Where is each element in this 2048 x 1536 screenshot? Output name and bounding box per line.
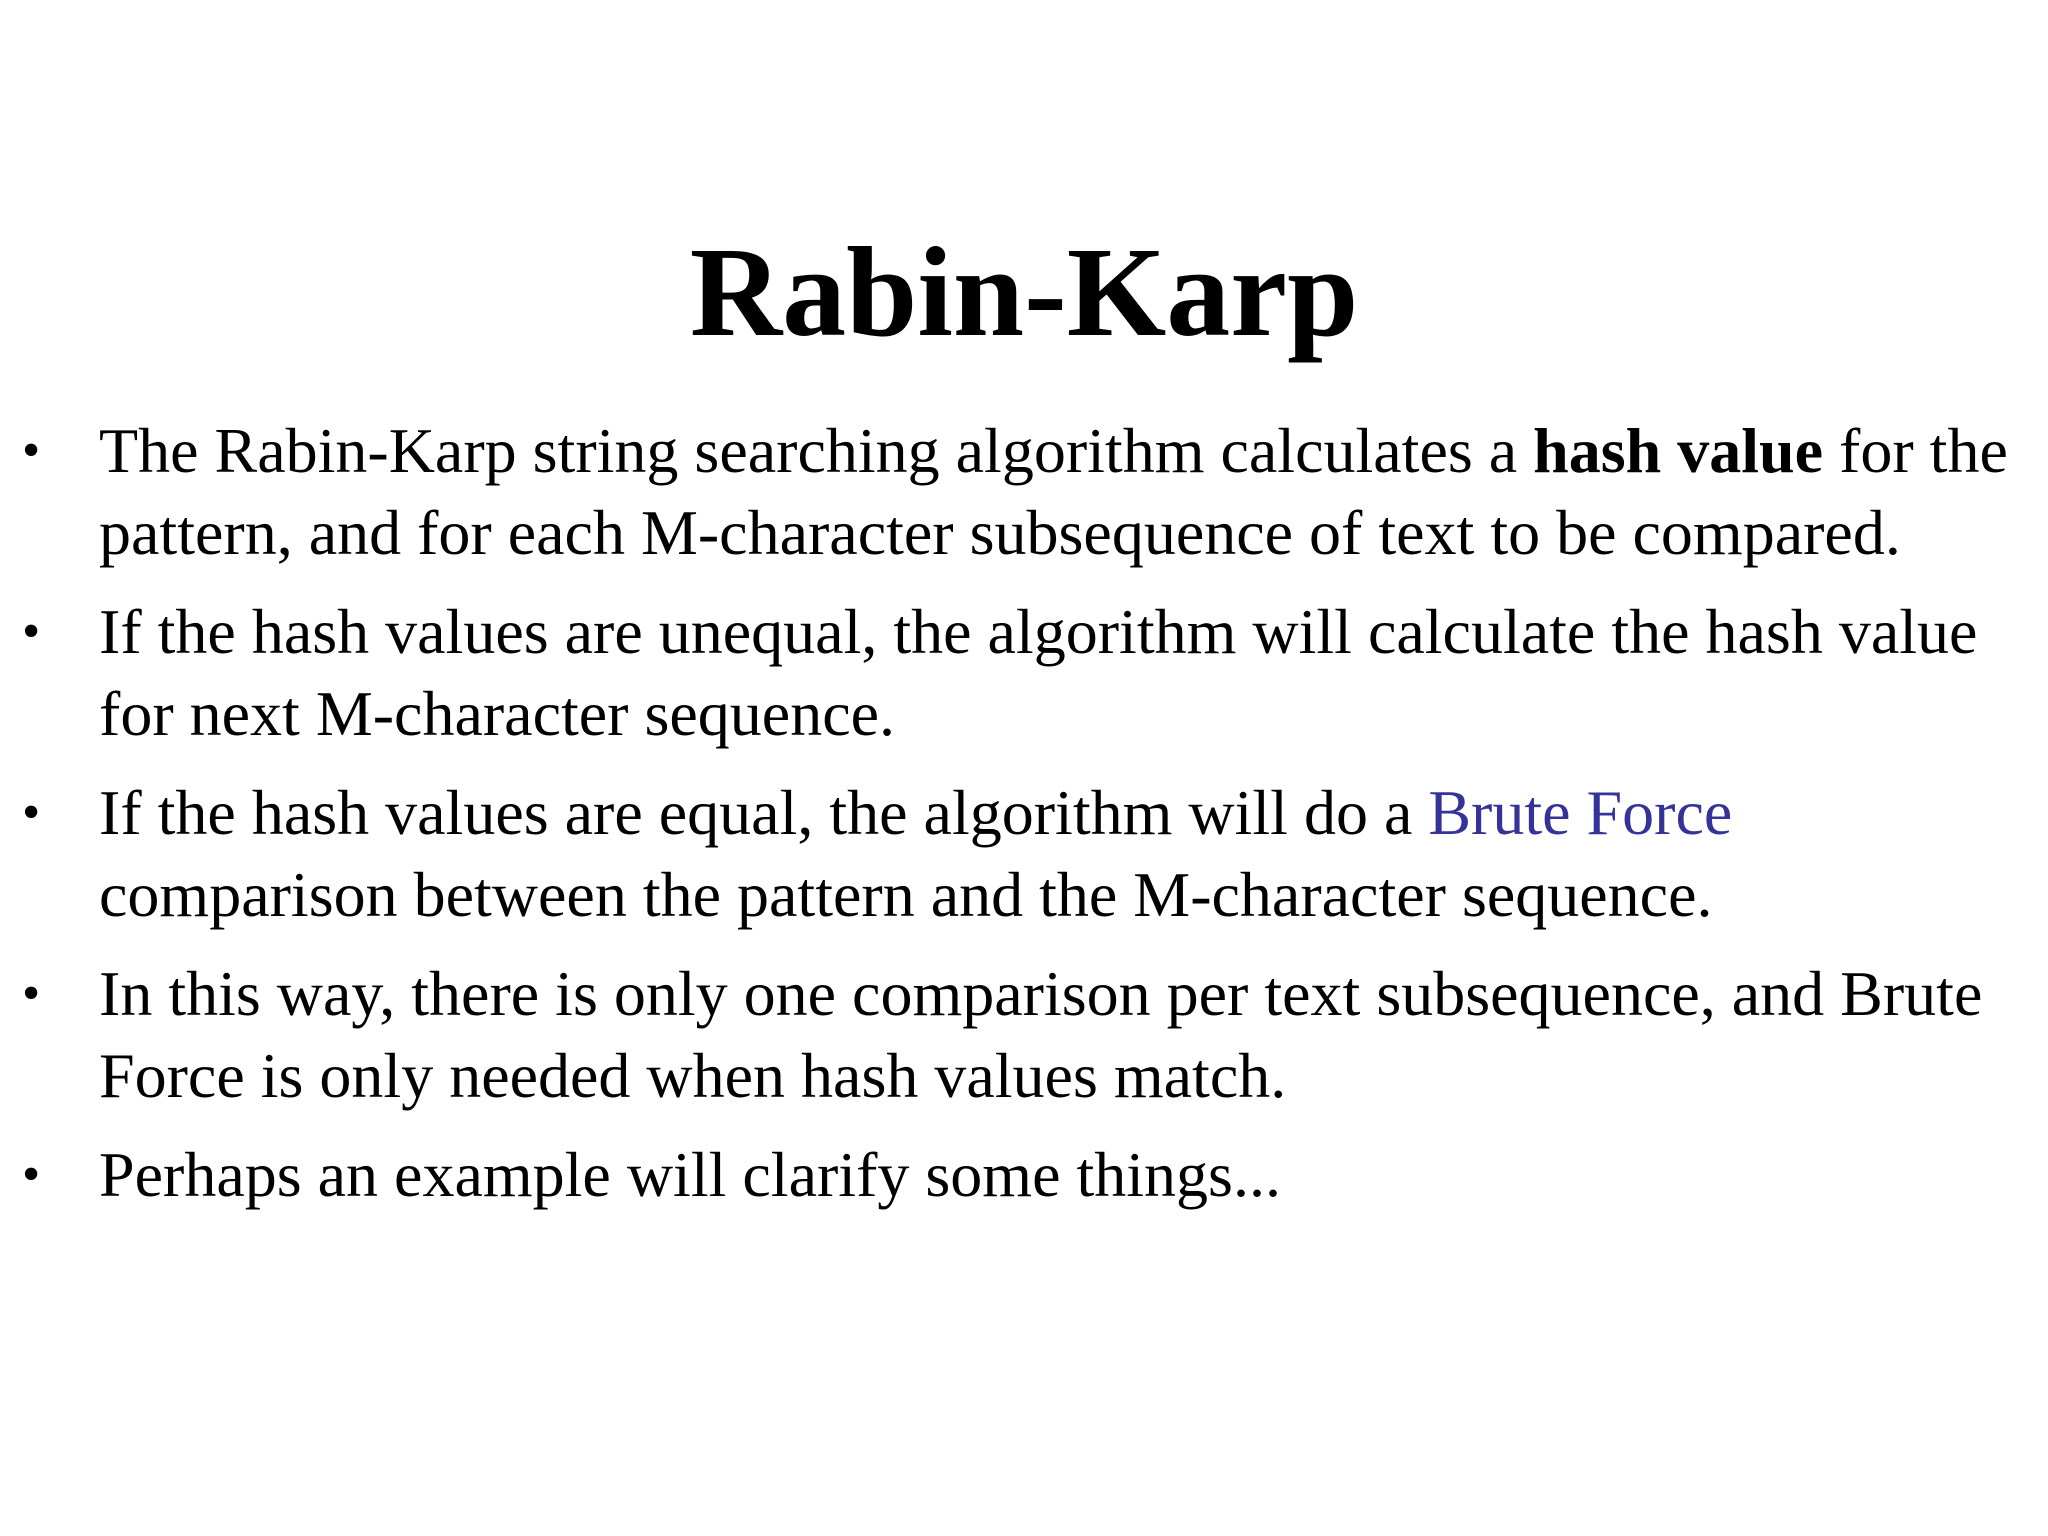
slide-title: Rabin-Karp: [689, 221, 1359, 363]
bullet-text: comparison between the pattern and the M-character sequence.: [99, 859, 1713, 930]
bullet-text: In this way, there is only one comparison per text subsequence, and Brute Force is only needed when hash values match.: [99, 958, 1983, 1111]
bullet-text: for the pattern, and for each M-character subsequence of text to be compared.: [99, 415, 2008, 568]
bullet-text: The Rabin-Karp string searching algorithm calculates a: [99, 415, 1534, 486]
brute-force-link[interactable]: Brute Force: [1428, 777, 1733, 848]
bullet-icon: •: [22, 422, 41, 479]
bullet-item: [0, 953, 2048, 1117]
bullet-icon: •: [22, 965, 41, 1022]
bullet-list: [0, 410, 2048, 1233]
bullet-text: If the hash values are equal, the algorithm will do a: [99, 777, 1429, 848]
bullet-item: [0, 1134, 2048, 1216]
bullet-icon: •: [22, 1146, 41, 1203]
bold-term: hash value: [1533, 415, 1824, 486]
bullet-icon: •: [22, 603, 41, 660]
bullet-item: [0, 772, 2048, 936]
bullet-item: [0, 410, 2048, 574]
bullet-text: If the hash values are unequal, the algorithm will calculate the hash value for next M-character sequence.: [99, 596, 1978, 749]
bullet-icon: •: [22, 784, 41, 841]
bullet-item: [0, 591, 2048, 755]
bullet-text: Perhaps an example will clarify some things...: [99, 1139, 1281, 1210]
